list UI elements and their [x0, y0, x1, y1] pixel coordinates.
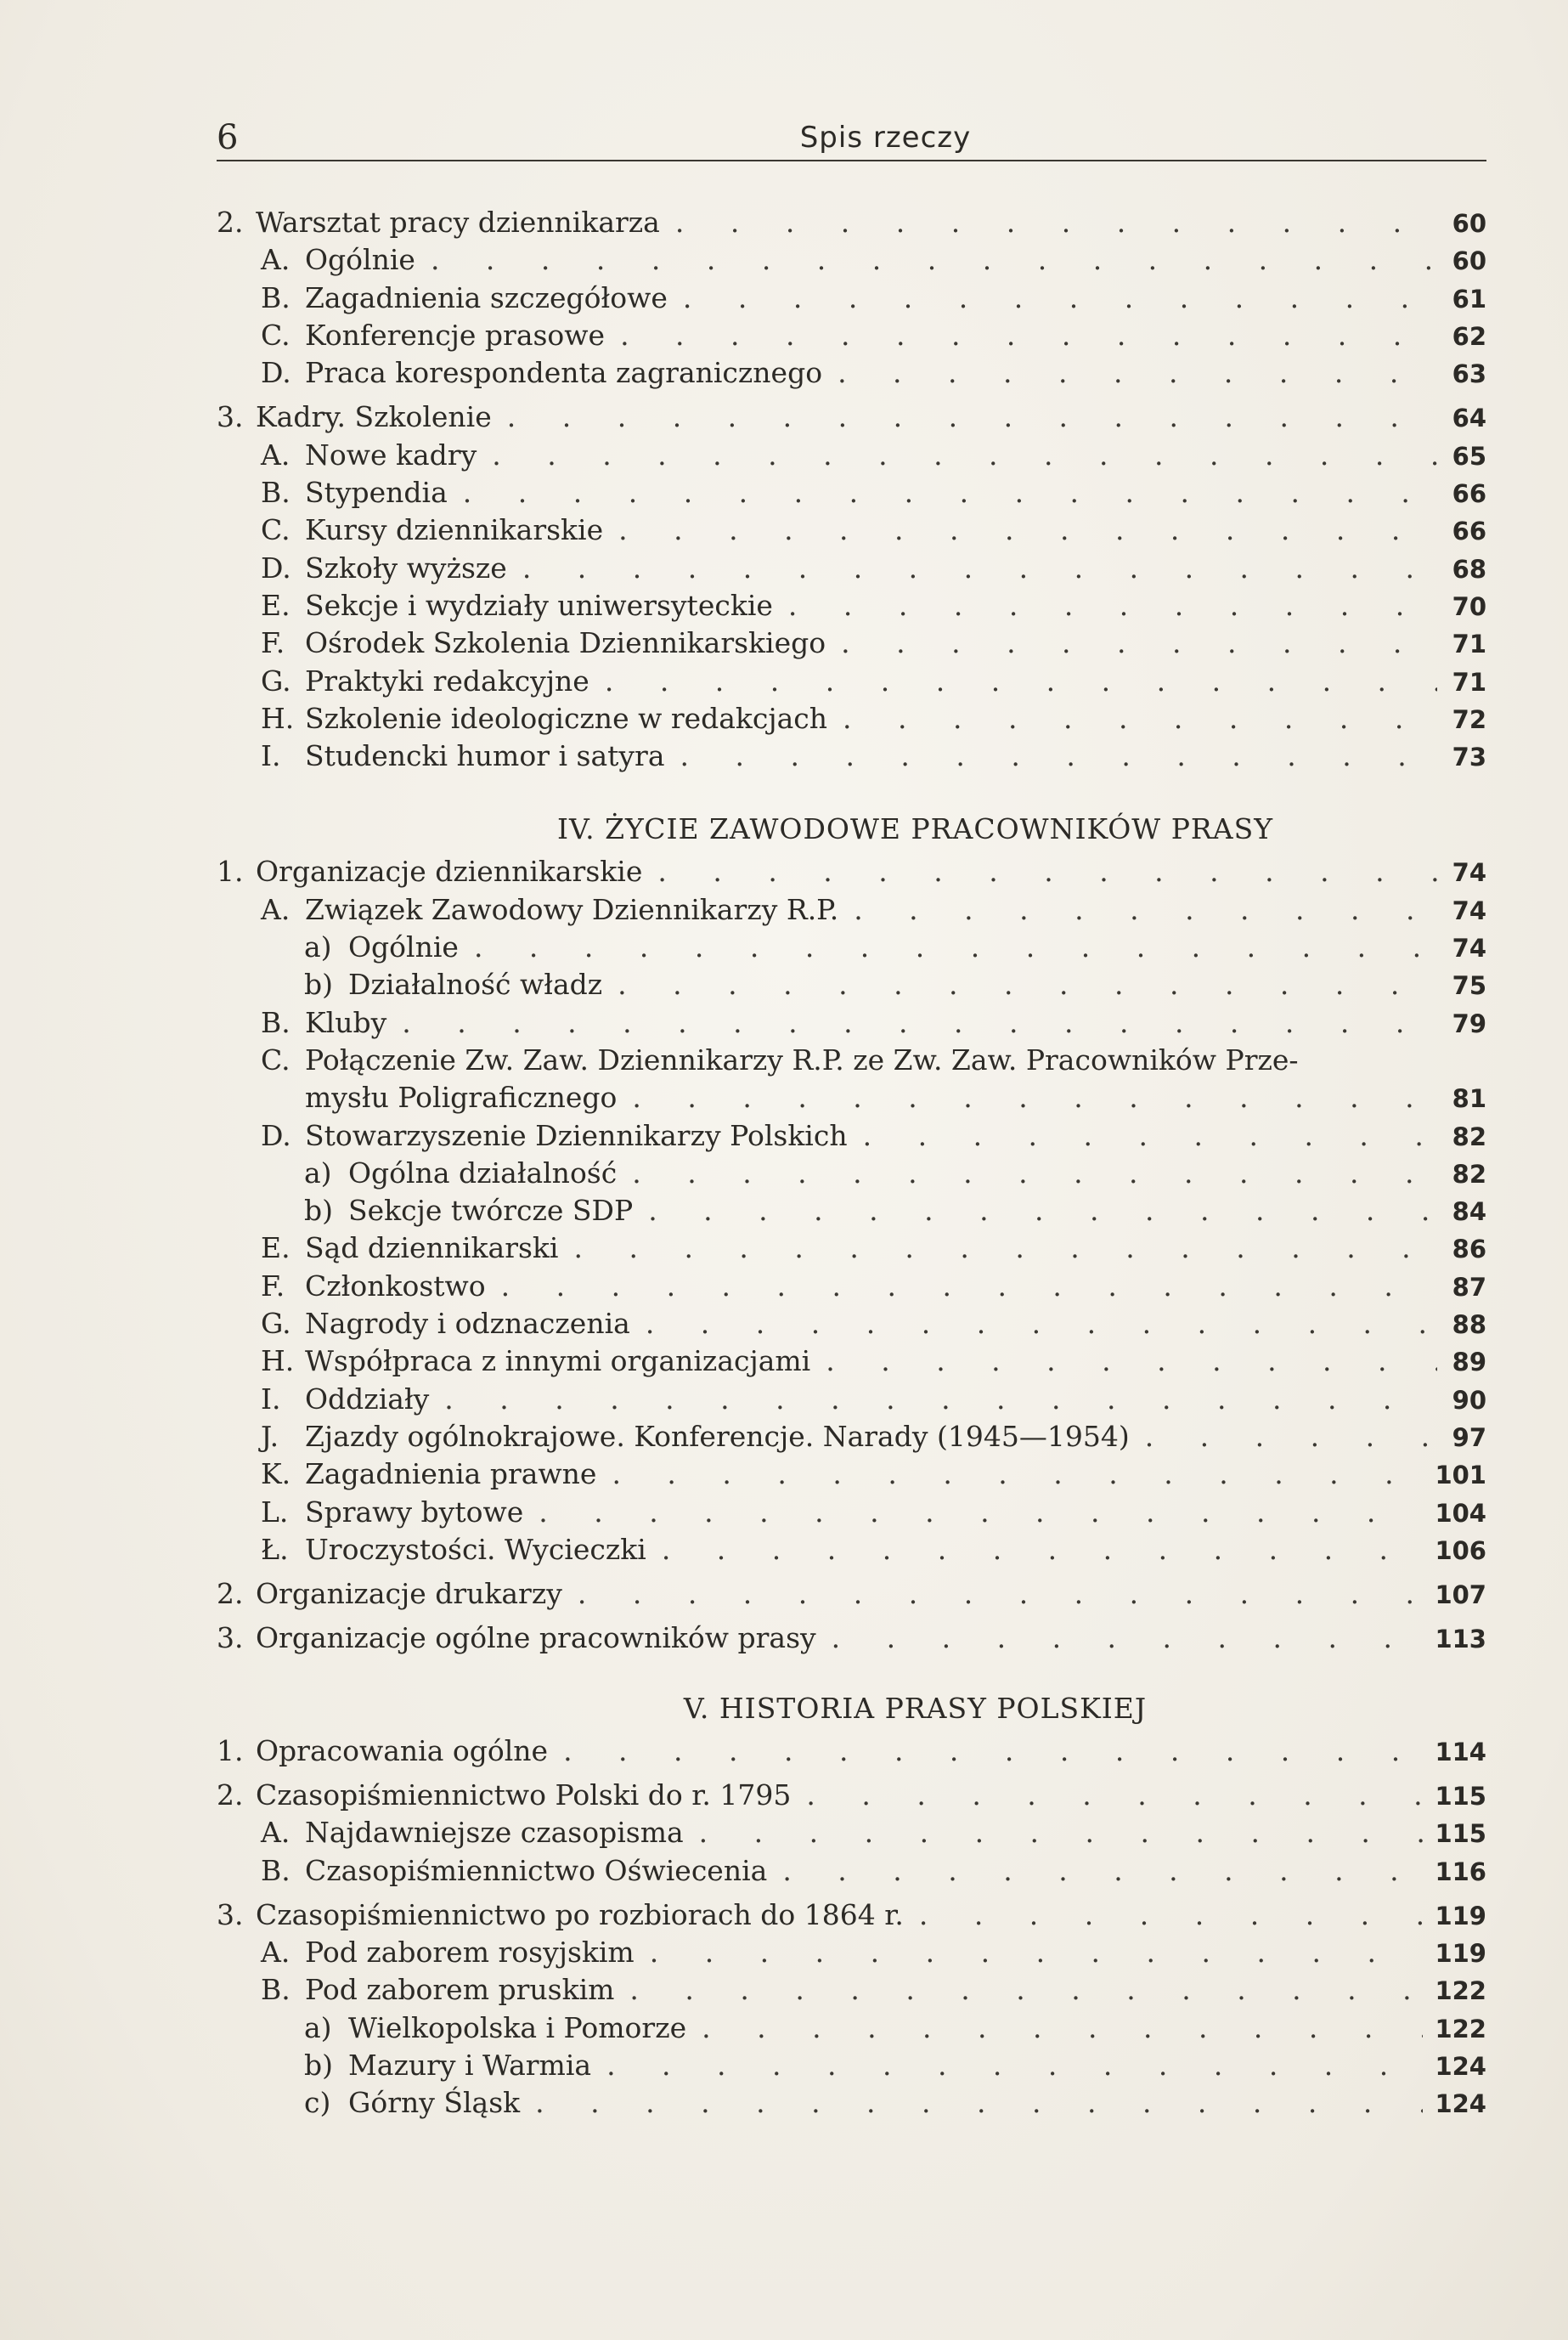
entry-title: Sekcje twórcze SDP [348, 1194, 634, 1228]
entry-page: 60 [1452, 209, 1486, 238]
header-rule [217, 160, 1486, 161]
dot-leader [699, 1814, 1424, 1851]
entry-number: A. [261, 438, 290, 472]
entry-page: 74 [1452, 896, 1486, 925]
dot-leader [535, 2084, 1423, 2122]
entry-page: 66 [1452, 517, 1486, 546]
toc-entry [217, 204, 1486, 241]
toc-entry [217, 1777, 1486, 1814]
entry-page: 97 [1452, 1422, 1486, 1452]
entry-page: 75 [1452, 971, 1486, 1001]
entry-number: Ł. [261, 1532, 289, 1566]
dot-leader [618, 966, 1437, 1003]
entry-title: Czasopiśmiennictwo po rozbiorach do 1864 r. [256, 1897, 904, 1931]
toc-entry [217, 966, 1486, 1003]
entry-title: Nowe kadry [305, 438, 477, 472]
toc-entry [217, 2047, 1486, 2084]
toc-entry [217, 280, 1486, 317]
entry-number: G. [261, 1307, 291, 1341]
entry-number: D. [261, 1118, 291, 1152]
entry-page: 115 [1435, 1819, 1486, 1849]
entry-title: Działalność władz [348, 968, 603, 1002]
dot-leader [463, 474, 1437, 512]
entry-page: 116 [1435, 1857, 1486, 1886]
entry-title: Stowarzyszenie Dziennikarzy Polskich [305, 1118, 848, 1152]
dot-leader [854, 891, 1437, 929]
entry-number: H. [261, 1344, 295, 1378]
entry-number: B. [261, 280, 290, 314]
toc-entry [217, 1192, 1486, 1229]
section-heading: V. HISTORIA PRASY POLSKIEJ [683, 1691, 1148, 1725]
entry-title: Organizacje dziennikarskie [256, 855, 643, 889]
toc-entry [217, 1575, 1486, 1613]
entry-title-continuation: mysłu Poligraficznego [305, 1081, 618, 1115]
entry-number: A. [261, 1936, 290, 1970]
entry-page: 114 [1435, 1737, 1486, 1766]
dot-leader [662, 1531, 1424, 1568]
entry-number: c) [304, 2086, 331, 2120]
entry-title: Wielkopolska i Pomorze [348, 2010, 687, 2044]
entry-number: F. [261, 1269, 285, 1303]
dot-leader [675, 204, 1437, 241]
entry-title: Ogólnie [305, 243, 415, 277]
toc-entry [217, 929, 1486, 966]
toc-entry [217, 1268, 1486, 1305]
dot-leader [629, 1971, 1423, 2009]
dot-leader [501, 1268, 1437, 1305]
dot-leader [632, 1155, 1437, 1192]
entry-title: Organizacje drukarzy [256, 1577, 562, 1611]
entry-page: 71 [1452, 630, 1486, 659]
entry-title: Kadry. Szkolenie [256, 400, 492, 434]
entry-page: 87 [1452, 1272, 1486, 1302]
dot-leader [578, 1575, 1424, 1613]
entry-number: A. [261, 1816, 290, 1850]
entry-number: a) [304, 2010, 332, 2044]
entry-title: Zjazdy ogólnokrajowe. Konferencje. Narady (1945—1954) [305, 1419, 1130, 1453]
entry-page: 88 [1452, 1310, 1486, 1340]
entry-title: Szkoły wyższe [305, 551, 507, 585]
entry-page: 60 [1452, 246, 1486, 276]
entry-title: Związek Zawodowy Dziennikarzy R.P. [305, 892, 839, 926]
entry-title: Sąd dziennikarski [305, 1231, 559, 1265]
entry-number: F. [261, 626, 285, 660]
toc-entry [217, 1531, 1486, 1568]
toc-entry [217, 1004, 1486, 1042]
entry-page: 106 [1435, 1535, 1486, 1565]
toc-entry-continuation [217, 1079, 1486, 1116]
entry-title: Szkolenie ideologiczne w redakcjach [305, 701, 828, 735]
entry-page: 68 [1452, 554, 1486, 584]
toc-entry [217, 853, 1486, 890]
entry-number: K. [261, 1457, 291, 1491]
entry-number: 3. [217, 1897, 244, 1931]
entry-title: Konferencje prasowe [305, 318, 606, 352]
entry-page: 86 [1452, 1235, 1486, 1264]
entry-title: Ośrodek Szkolenia Dziennikarskiego [305, 626, 826, 660]
entry-number: a) [304, 930, 332, 964]
dot-leader [702, 2009, 1423, 2047]
entry-title: Ogólna działalność [348, 1156, 618, 1190]
dot-leader [806, 1777, 1423, 1814]
entry-number: 2. [217, 1577, 244, 1611]
entry-page: 65 [1452, 441, 1486, 471]
dot-leader [522, 550, 1437, 587]
toc-entry [217, 398, 1486, 436]
entry-page: 104 [1435, 1498, 1486, 1528]
toc-entry [217, 1814, 1486, 1851]
entry-number: 3. [217, 400, 244, 434]
entry-number: A. [261, 892, 290, 926]
entry-title: Współpraca z innymi organizacjami [305, 1344, 811, 1378]
entry-number: I. [261, 739, 281, 773]
entry-title: Czasopiśmiennictwo Polski do r. 1795 [256, 1778, 792, 1812]
dot-leader [618, 512, 1437, 549]
dot-leader [632, 1079, 1437, 1116]
entry-number: 2. [217, 1778, 244, 1812]
toc-entry [217, 1155, 1486, 1192]
entry-page: 74 [1452, 934, 1486, 964]
toc-entry [217, 1896, 1486, 1934]
dot-leader [680, 738, 1438, 775]
entry-page: 71 [1452, 667, 1486, 697]
toc-entry [217, 1305, 1486, 1342]
entry-number: E. [261, 588, 290, 622]
toc-entry [217, 738, 1486, 775]
toc-entry [217, 512, 1486, 549]
entry-title: Uroczystości. Wycieczki [305, 1532, 646, 1566]
entry-number: J. [261, 1419, 279, 1453]
entry-title: Studencki humor i satyra [305, 739, 665, 773]
entry-page: 63 [1452, 359, 1486, 389]
dot-leader [507, 398, 1437, 436]
dot-leader [648, 1192, 1437, 1229]
entry-page: 62 [1452, 321, 1486, 351]
toc-entry [217, 1229, 1486, 1267]
dot-leader [474, 929, 1437, 966]
toc-entry [217, 550, 1486, 587]
toc-entry [217, 1971, 1486, 2009]
dot-leader [620, 317, 1437, 354]
entry-title: Kluby [305, 1005, 387, 1039]
dot-leader [838, 354, 1437, 392]
dot-leader [683, 280, 1437, 317]
dot-leader [919, 1896, 1424, 1934]
entry-page: 61 [1452, 284, 1486, 314]
entry-title: Ogólnie [348, 930, 459, 964]
entry-number: I. [261, 1382, 281, 1416]
entry-number: L. [261, 1495, 289, 1529]
toc-entry [217, 437, 1486, 474]
entry-number: B. [261, 1973, 290, 2007]
entry-number: B. [261, 476, 290, 510]
dot-leader [650, 1934, 1424, 1971]
entry-title: Mazury i Warmia [348, 2049, 592, 2083]
entry-page: 122 [1435, 2014, 1486, 2043]
dot-leader [832, 1619, 1424, 1657]
entry-title: Oddziały [305, 1382, 430, 1416]
entry-number: A. [261, 243, 290, 277]
entry-number: G. [261, 664, 291, 698]
table-of-contents [217, 204, 1486, 2122]
entry-number: H. [261, 701, 295, 735]
entry-page: 119 [1435, 1901, 1486, 1930]
entry-title: Członkostwo [305, 1269, 486, 1303]
entry-title: Organizacje ogólne pracowników prasy [256, 1621, 816, 1655]
toc-entry [217, 625, 1486, 662]
entry-page: 72 [1452, 704, 1486, 734]
page-number: 6 [217, 118, 239, 157]
entry-page: 84 [1452, 1197, 1486, 1227]
section-heading: IV. ŻYCIE ZAWODOWE PRACOWNIKÓW PRASY [556, 812, 1273, 846]
entry-page: 113 [1435, 1625, 1486, 1654]
entry-number: E. [261, 1231, 290, 1265]
entry-number: B. [261, 1853, 290, 1887]
dot-leader [826, 1342, 1437, 1380]
entry-page: 89 [1452, 1348, 1486, 1377]
entry-number: 2. [217, 206, 244, 239]
toc-entry [217, 700, 1486, 738]
toc-entry [217, 1732, 1486, 1770]
entry-page: 82 [1452, 1122, 1486, 1151]
dot-leader [605, 663, 1437, 700]
toc-entry [217, 663, 1486, 700]
entry-page: 90 [1452, 1385, 1486, 1415]
toc-entry [217, 241, 1486, 279]
running-title: Spis rzeczy [799, 121, 972, 155]
entry-title: Kursy dziennikarskie [305, 513, 604, 547]
dot-leader [563, 1732, 1423, 1770]
entry-number: B. [261, 1005, 290, 1039]
entry-page: 124 [1435, 2052, 1486, 2082]
toc-entry [217, 1418, 1486, 1455]
entry-page: 81 [1452, 1084, 1486, 1114]
entry-page: 73 [1452, 743, 1486, 772]
entry-page: 64 [1452, 404, 1486, 433]
entry-number: 3. [217, 1621, 244, 1655]
toc-entry [217, 587, 1486, 625]
entry-number: b) [304, 2049, 333, 2083]
page-header [217, 117, 1486, 158]
toc-entry [217, 1381, 1486, 1418]
dot-leader [788, 587, 1437, 625]
entry-page: 124 [1435, 2089, 1486, 2119]
entry-title: Pod zaborem rosyjskim [305, 1936, 635, 1970]
entry-title: Zagadnienia szczegółowe [305, 280, 668, 314]
dot-leader [539, 1494, 1423, 1531]
toc-entry [217, 2084, 1486, 2122]
toc-entry [217, 1494, 1486, 1531]
dot-leader [492, 437, 1437, 474]
toc-entry [217, 354, 1486, 392]
entry-title: Górny Śląsk [348, 2086, 521, 2120]
toc-entry [217, 474, 1486, 512]
toc-entry [217, 1455, 1486, 1493]
entry-title: Stypendia [305, 476, 448, 510]
entry-page: 70 [1452, 591, 1486, 621]
toc-entry-wrapped [217, 1042, 1486, 1079]
entry-page: 119 [1435, 1939, 1486, 1969]
entry-number: 1. [217, 855, 244, 889]
entry-title: Zagadnienia prawne [305, 1457, 597, 1491]
dot-leader [573, 1229, 1437, 1267]
entry-page: 66 [1452, 479, 1486, 509]
toc-entry [217, 1342, 1486, 1380]
dot-leader [402, 1004, 1437, 1042]
toc-entry [217, 1852, 1486, 1890]
toc-entry [217, 891, 1486, 929]
entry-page: 122 [1435, 1976, 1486, 2006]
toc-entry [217, 1934, 1486, 1971]
dot-leader [646, 1305, 1437, 1342]
entry-page: 107 [1435, 1580, 1486, 1610]
entry-number: a) [304, 1156, 332, 1190]
toc-entry [217, 1619, 1486, 1657]
entry-title: Sekcje i wydziały uniwersyteckie [305, 588, 773, 622]
entry-number: C. [261, 318, 290, 352]
entry-title: Pod zaborem pruskim [305, 1973, 615, 2007]
dot-leader [843, 700, 1437, 738]
entry-title: Połączenie Zw. Zaw. Dziennikarzy R.P. ze Zw. Zaw. Pracowników Prze- [305, 1043, 1299, 1077]
dot-leader [782, 1852, 1423, 1890]
toc-entry [217, 1117, 1486, 1155]
entry-title: Sprawy bytowe [305, 1495, 524, 1529]
entry-title: Praca korespondenta zagranicznego [305, 356, 823, 390]
entry-title: Czasopiśmiennictwo Oświecenia [305, 1853, 768, 1887]
dot-leader [612, 1455, 1423, 1493]
dot-leader [657, 853, 1437, 890]
entry-page: 115 [1435, 1781, 1486, 1811]
dot-leader [444, 1381, 1437, 1418]
entry-title: Warsztat pracy dziennikarza [256, 206, 660, 239]
entry-title: Nagrody i odznaczenia [305, 1307, 630, 1341]
entry-page: 82 [1452, 1159, 1486, 1189]
entry-title: Opracowania ogólne [256, 1733, 549, 1767]
entry-number: C. [261, 1043, 290, 1077]
entry-number: b) [304, 968, 333, 1002]
toc-entry [217, 2009, 1486, 2047]
toc-entry [217, 317, 1486, 354]
dot-leader [1145, 1418, 1437, 1455]
dot-leader [431, 241, 1437, 279]
dot-leader [606, 2047, 1423, 2084]
entry-page: 101 [1435, 1461, 1486, 1490]
entry-number: D. [261, 356, 291, 390]
entry-number: 1. [217, 1733, 244, 1767]
dot-leader [863, 1117, 1437, 1155]
entry-title: Praktyki redakcyjne [305, 664, 589, 698]
entry-page: 74 [1452, 858, 1486, 888]
entry-page: 79 [1452, 1009, 1486, 1038]
entry-title: Najdawniejsze czasopisma [305, 1816, 684, 1850]
entry-number: D. [261, 551, 291, 585]
entry-number: C. [261, 513, 290, 547]
entry-number: b) [304, 1194, 333, 1228]
dot-leader [841, 625, 1437, 662]
